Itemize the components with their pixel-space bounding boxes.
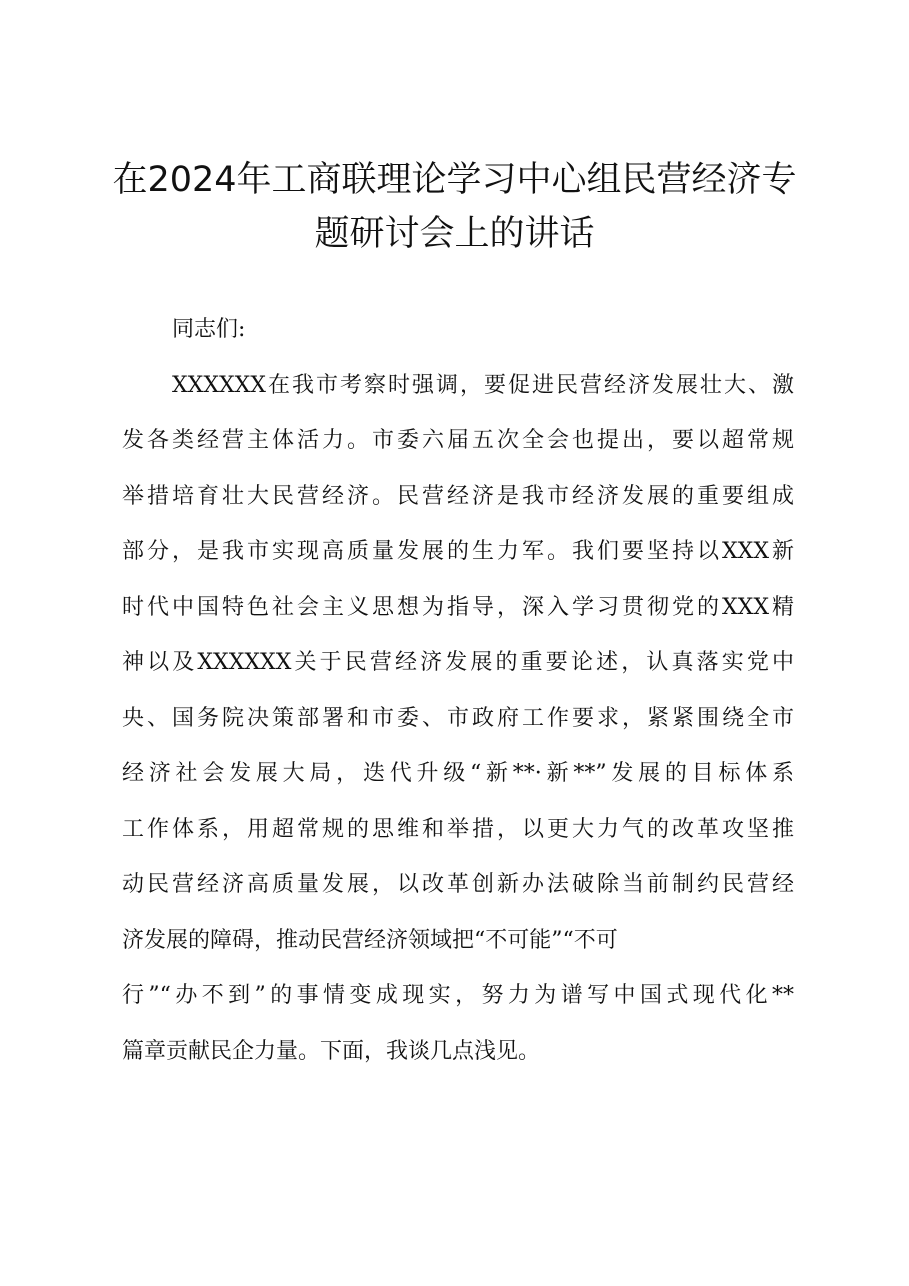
speech-body [122,302,794,1079]
paragraph-line: 发各类经营主体活力。市委六届五次全会也提出，要以超常规 [122,428,794,453]
paragraph-line: 央、国务院决策部署和市委、市政府工作要求，紧紧围绕全市 [122,705,794,731]
salutation: 同志们: [172,317,246,342]
paragraph-line: 篇章贡献民企力量。下面，我谈几点浅见。 [122,1038,541,1064]
paragraph-line: 行”“办不到”的事情变成现实，努力为谱写中国式现代化** [122,983,794,1008]
paragraph-line: 济发展的障碍，推动民营经济领域把“不可能”“不可 [122,927,618,953]
paragraph-line: 经济社会发展大局，迭代升级“新**·新**”发展的目标体系 [122,761,794,786]
document-title [100,153,809,261]
title-line: 在2024年工商联理论学习中心组民营经济专 [112,160,797,200]
paragraph-line: XXXXXX在我市考察时强调，要促进民营经济发展壮大、激 [172,372,794,398]
paragraph-line: 动民营经济高质量发展，以改革创新办法破除当前制约民营经 [122,872,794,897]
paragraph-line: 工作体系，用超常规的思维和举措，以更大力气的改革攻坚推 [122,816,794,842]
paragraph-line: 神以及XXXXXX关于民营经济发展的重要论述，认真落实党中 [122,650,794,675]
paragraph-line: 部分，是我市实现高质量发展的生力军。我们要坚持以XXX新 [122,539,794,564]
title-line: 题研讨会上的讲话 [314,214,595,254]
paragraph-line: 时代中国特色社会主义思想为指导，深入学习贯彻党的XXX精 [122,594,794,620]
paragraph-line: 举措培育壮大民营经济。民营经济是我市经济发展的重要组成 [122,483,794,509]
